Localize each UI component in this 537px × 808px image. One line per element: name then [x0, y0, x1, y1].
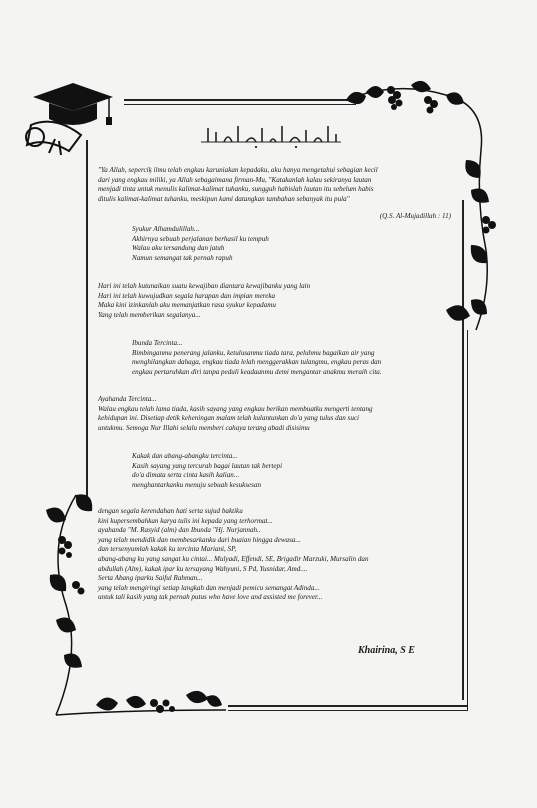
section-line: untukmu. Semoga Nur Illahi selalu memberi cahaya terang abadi disisimu: [98, 423, 310, 432]
dedication-line: dan tersenyumlah kakak ku tercinta Mariani, SP,: [98, 545, 237, 554]
quote-line: ditulis kalimat-kalimat tuhanku, meskipun kami datangkan tambahan sebanyak itu pula": [98, 194, 350, 203]
dedication-line: abdullah (Alm), kakak ipar ku tersayang Wahyuni, S Pd, Yusnidar, Amd....: [98, 564, 308, 573]
stanza-line: Yang telah memberikan segalanya...: [98, 310, 201, 319]
stanza-line: Walau aku tersandung dan jatuh: [132, 244, 225, 253]
left-rule: [86, 140, 88, 500]
dedication: [98, 507, 458, 603]
ayahanda-section: [98, 395, 458, 433]
dedication-line: Serta Abang iparku Saiful Rahman...: [98, 574, 203, 583]
right-rule-2: [467, 330, 468, 710]
section-line: Walau engkau telah lama tiada, kasih sayang yang engkau berikan membuatku mengerti tentang: [98, 404, 373, 413]
stanza-line: menghantarkanku menuju sebuah kesuksesan: [132, 480, 262, 489]
bottom-rule: [228, 705, 468, 707]
stanza-hari-ini: [98, 282, 458, 320]
signature: Khairina, S E: [358, 645, 415, 656]
dedication-line: kini kupersembahkan karya tulis ini kepada yang terhormat...: [98, 516, 273, 525]
top-rule-2: [124, 104, 356, 105]
section-line: menghilangkan dahaga, engkau tiada lelah menggerakkan tulangmu, engkau peras dan: [132, 358, 382, 367]
basmala-calligraphy: [196, 120, 346, 150]
section-heading: Ibunda Tercinta...: [132, 339, 183, 347]
stanza-line: Kakak dan abang-abangku tercinta...: [132, 452, 238, 460]
stanza-line: Maka kini izinkanlah aku memanjatkan rasa syukur kepadamu: [98, 301, 276, 310]
section-heading: Ayahanda Tercinta...: [98, 395, 157, 403]
stanza-line: Akhirnya sebuah perjalanan berhasil ku tempuh: [132, 234, 269, 243]
dedication-line: untuk tali kasih yang tak pernah putus who have love and assisted me forever...: [98, 593, 323, 602]
stanza-line: Kasih sayang yang tercurah bagai lautan tak bertepi: [132, 461, 283, 470]
dedication-line: abang-abang ku yang sangat ku cintai... Mulyadi, Effendi, SE, Brigadir Marzuki, Mursalin dan: [98, 554, 369, 563]
graduation-cap-icon: [25, 75, 115, 170]
ibunda-section: [132, 339, 457, 377]
dedication-line: yang telah mendidik dan membesarkanku dari buaian hingga dewasa...: [98, 535, 301, 544]
dedication-line: ayahanda "M. Rasyid (alm) dan Ibunda "Hj. Nurjannah..: [98, 526, 261, 535]
stanza-line: Namun semangat tak pernah rapuh: [132, 253, 233, 262]
stanza-syukur: [132, 225, 457, 263]
dedication-line: yang telah mengiringi setiap langkah dan menjadi pemicu semangat Adinda...: [98, 583, 320, 592]
top-rule: [124, 99, 356, 101]
dedication-line: dengan segala kerendahan hati serta sujud baktiku: [98, 507, 243, 515]
stanza-line: do'a dimata serta cinta kasih kalian...: [132, 471, 240, 480]
stanza-line: Syukur Alhamdulillah...: [132, 225, 200, 233]
stanza-kakak: [132, 452, 457, 490]
section-line: engkau pertaruhkan diri tanpa peduli keadaanmu demi mengantar anakmu meraih cita.: [132, 367, 382, 376]
quote-line: dari yang engkau miliki, ya Allah sebagaimana firman-Mu, "Katakanlah kalau sekiranya lautan: [98, 175, 372, 184]
quote-line: menjadi tinta untuk menulis kalimat-kalimat tuhanku, sungguh habislah lautan itu sebelum habis: [98, 185, 374, 194]
bottom-rule-2: [228, 710, 468, 711]
section-line: kehidupan ini. Disetiap detik keheningan malam telah kulantunkan do'a yang tulus dan suci: [98, 414, 359, 423]
quote-source: (Q.S. Al-Mujadillah : 11): [379, 212, 451, 220]
stanza-line: Hari ini telah kuwujudkan segala harapan dan impian mereka: [98, 291, 276, 300]
section-line: Bimbinganmu penerang jalanku, ketulusanmu tiada tara, peluhmu bagaikan air yang: [132, 348, 375, 357]
stanza-line: Hari ini telah kutunaikan suatu kewajiban diantara kewajibanku yang lain: [98, 282, 311, 290]
opening-quote: [98, 166, 458, 204]
quote-line: "Ya Allah, seperciķ ilmu telah engkau karuniakan kepadaku, aku hanya mengetahui sebagian kecil: [98, 166, 378, 174]
